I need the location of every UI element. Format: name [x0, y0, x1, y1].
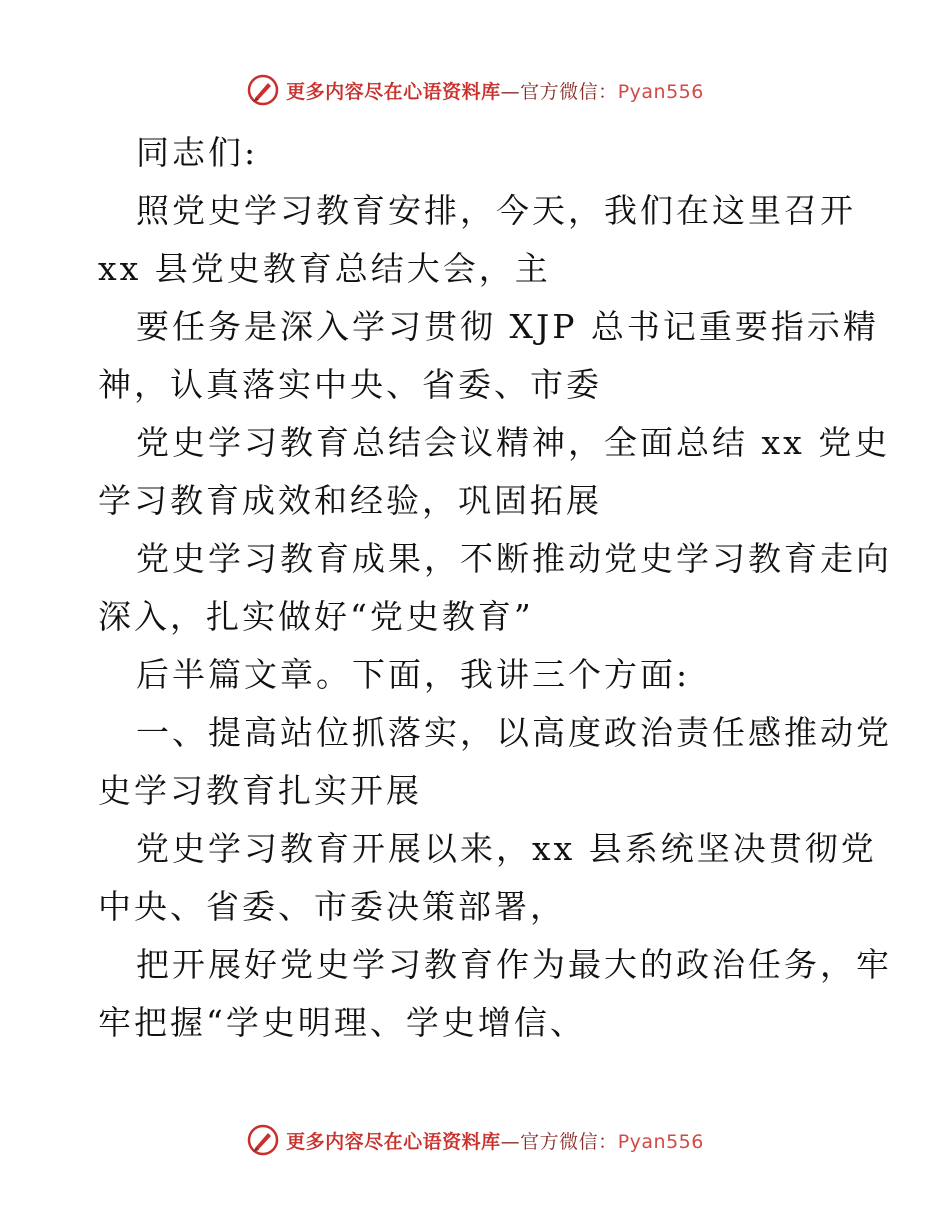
paragraph-line: 党史学习教育开展以来，xx 县系统坚决贯彻党 — [136, 829, 877, 868]
watermark-label: 官方微信： — [520, 80, 618, 103]
header-watermark — [0, 70, 950, 110]
watermark-wechat-id: Pyan556 — [617, 80, 704, 103]
pen-logo-icon — [246, 1123, 280, 1157]
watermark-wechat-id: Pyan556 — [617, 1130, 704, 1153]
paragraph-line: 照党史学习教育安排，今天，我们在这里召开 — [136, 191, 856, 230]
paragraph-line: 要任务是深入学习贯彻 XJP 总书记重要指示精 — [136, 307, 879, 346]
paragraph-line: 神，认真落实中央、省委、市委 — [98, 365, 602, 404]
paragraph-line: 史学习教育扎实开展 — [98, 771, 422, 810]
watermark-banner — [246, 1123, 704, 1157]
paragraph-line: 党史学习教育成果，不断推动党史学习教育走向 — [136, 539, 892, 578]
paragraph-line: 党史学习教育总结会议精神，全面总结 xx 党史 — [136, 423, 891, 462]
pen-logo-icon — [246, 73, 280, 107]
paragraph-line: 学习教育成效和经验，巩固拓展 — [98, 481, 602, 520]
paragraph-line: 同志们: — [136, 133, 259, 172]
watermark-banner — [246, 73, 704, 107]
watermark-dash: — — [500, 1130, 521, 1153]
paragraph-line: 中央、省委、市委决策部署， — [98, 887, 566, 926]
footer-watermark — [0, 1120, 950, 1160]
paragraph-line: xx 县党史教育总结大会，主 — [98, 249, 551, 288]
watermark-text — [286, 1127, 704, 1154]
paragraph-line: 深入，扎实做好“党史教育” — [98, 597, 534, 636]
paragraph-line: 一、提高站位抓落实，以高度政治责任感推动党 — [136, 713, 892, 752]
paragraph-line: 把开展好党史学习教育作为最大的政治任务，牢 — [136, 945, 892, 984]
watermark-main: 更多内容尽在心语资料库 — [286, 80, 501, 103]
watermark-dash: — — [500, 80, 521, 103]
paragraph-line: 牢把握“学史明理、学史增信、 — [98, 1003, 586, 1042]
watermark-text — [286, 77, 704, 104]
watermark-main: 更多内容尽在心语资料库 — [286, 1130, 501, 1153]
watermark-label: 官方微信： — [520, 1130, 618, 1153]
paragraph-line: 后半篇文章。下面，我讲三个方面: — [136, 655, 691, 694]
document-body — [98, 124, 892, 1052]
